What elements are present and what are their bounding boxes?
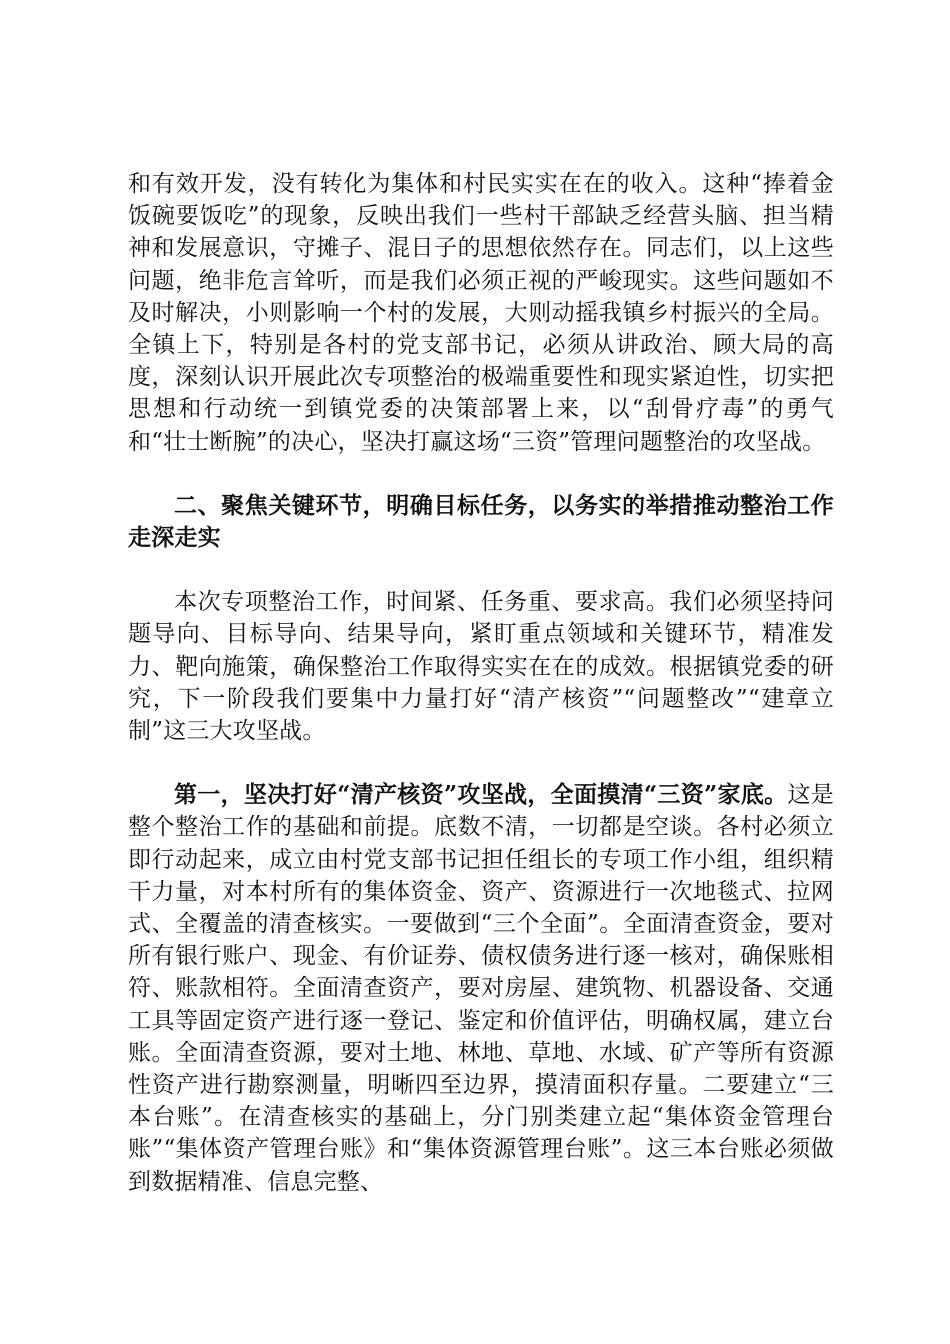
first-task-body: 这是整个整治工作的基础和前提。底数不清，一切都是空谈。各村必须立即行动起来，成立由村党支部书记担任组长的专项工作小组，组织精干力量，对本村所有的集体资金、资产、资源进行一次地毯式、拉网式、全覆盖的清查核实。一要做到“三个全面”。全面清查资金，要对所有银行账户、现金、有价证券、债权债务进行逐一核对，确保账相符、账款相符。全面清查资产，要对房屋、建筑物、机器设备、交通工具等固定资产进行逐一登记、鉴定和价值评估，明确权属，建立台账。全面清查资源，要对土地、林地、草地、水域、矿产等所有资源性资产进行勘察测量，明晰四至边界，摸清面积存量。二要建立“三本台账”。在清查核实的基础上，分门别类建立起“集体资金管理台账”“集体资产管理台账》和“集体资源管理台账”。这三本台账必须做到数据精准、信息完整、 [128, 782, 834, 1195]
paragraph-section-intro: 本次专项整治工作，时间紧、任务重、要求高。我们必须坚持问题导向、目标导向、结果导向，紧盯重点领域和关键环节，精准发力、靶向施策，确保整治工作取得实实在在的成效。根据镇党委的研究，下一阶段我们要集中力量打好“清产核资”“问题整改”“建章立制”这三大攻坚战。 [128, 589, 834, 745]
paragraph-continued: 和有效开发，没有转化为集体和村民实实在在的收入。这种“捧着金饭碗要饭吃”的现象，反映出我们一些村干部缺乏经营头脑、担当精神和发展意识，守摊子、混日子的思想依然存在。同志们，以上这些问题，绝非危言耸听，而是我们必须正视的严峻现实。这些问题如不及时解决，小则影响一个村的发展，大则动摇我镇乡村振兴的全局。全镇上下，特别是各村的党支部书记，必须从讲政治、顾大局的高度，深刻认识开展此次专项整治的极端重要性和现实紧迫性，切实把思想和行动统一到镇党委的决策部署上来，以“刮骨疗毒”的勇气和“壮士断腕”的决心，坚决打赢这场“三资”管理问题整治的攻坚战。 [128, 171, 834, 455]
paragraph-first-task [128, 779, 834, 1198]
document-body [128, 168, 834, 1198]
first-task-lead: 第一，坚决打好“清产核资”攻坚战，全面摸清“三资”家底。 [174, 781, 788, 809]
section-heading-2: 二、聚焦关键环节，明确目标任务，以务实的举措推动整治工作走深走实 [128, 491, 834, 552]
